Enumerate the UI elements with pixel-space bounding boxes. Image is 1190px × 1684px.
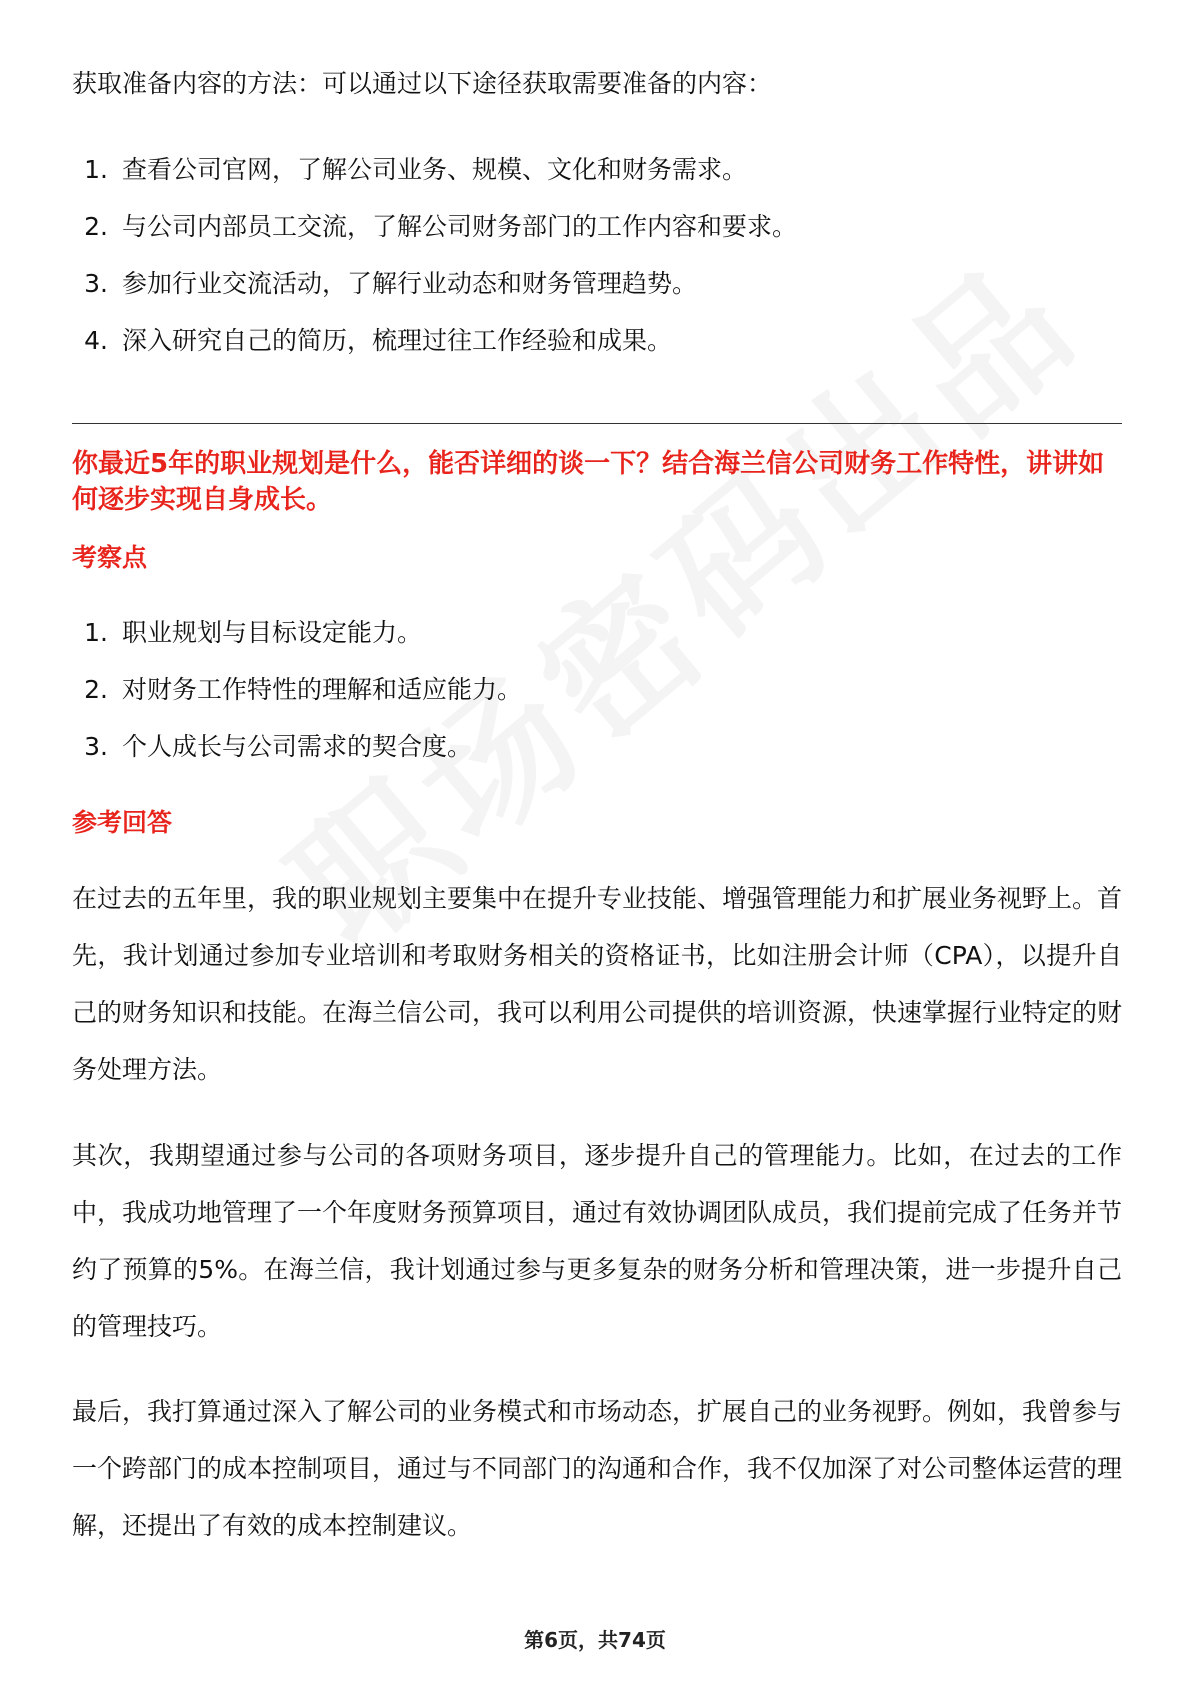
list-number: 1.: [84, 155, 108, 184]
list-item: [72, 207, 797, 264]
list-number: 3.: [84, 269, 108, 298]
list-number: 1.: [84, 618, 108, 647]
list-item: [72, 264, 797, 321]
list-text: 与公司内部员工交流，了解公司财务部门的工作内容和要求。: [122, 212, 798, 241]
list-item: [72, 727, 522, 784]
assessment-list: [72, 613, 522, 784]
list-item: [72, 150, 797, 207]
list-number: 2.: [84, 675, 108, 704]
list-text: 深入研究自己的简历，梳理过往工作经验和成果。: [122, 326, 673, 355]
list-text: 参加行业交流活动，了解行业动态和财务管理趋势。: [122, 269, 698, 298]
question-heading: 你最近5年的职业规划是什么，能否详细的谈一下？结合海兰信公司财务工作特性，讲讲如何逐步实现自身成长。: [72, 449, 1105, 515]
intro-text: 获取准备内容的方法：可以通过以下途径获取需要准备的内容：: [72, 69, 773, 98]
page-footer: 第6页，共74页: [524, 1628, 666, 1652]
list-item: [72, 613, 522, 670]
list-text: 查看公司官网，了解公司业务、规模、文化和财务需求。: [122, 155, 748, 184]
assessment-title: 考察点: [72, 543, 148, 572]
list-item: [72, 670, 522, 727]
answer-paragraph: 最后，我打算通过深入了解公司的业务模式和市场动态，扩展自己的业务视野。例如，我曾参与一个跨部门的成本控制项目，通过与不同部门的沟通和合作，我不仅加深了对公司整体运营的理解，还提出了有效的成本控制建议。: [72, 1397, 1123, 1540]
section-divider: [72, 423, 1122, 424]
list-number: 2.: [84, 212, 108, 241]
list-text: 个人成长与公司需求的契合度。: [122, 732, 473, 761]
list-number: 3.: [84, 732, 108, 761]
answer-paragraph: 在过去的五年里，我的职业规划主要集中在提升专业技能、增强管理能力和扩展业务视野上。首先，我计划通过参加专业培训和考取财务相关的资格证书，比如注册会计师（CPA），以提升自己的财务知识和技能。在海兰信公司，我可以利用公司提供的培训资源，快速掌握行业特定的财务处理方法。: [72, 884, 1123, 1084]
list-item: [72, 321, 797, 378]
answer-title: 参考回答: [72, 808, 173, 837]
answer-paragraph: 其次，我期望通过参与公司的各项财务项目，逐步提升自己的管理能力。比如，在过去的工作中，我成功地管理了一个年度财务预算项目，通过有效协调团队成员，我们提前完成了任务并节约了预算的5%。在海兰信，我计划通过参与更多复杂的财务分析和管理决策，进一步提升自己的管理技巧。: [72, 1141, 1123, 1341]
methods-list: [72, 150, 797, 378]
list-text: 职业规划与目标设定能力。: [122, 618, 423, 647]
list-number: 4.: [84, 326, 108, 355]
list-text: 对财务工作特性的理解和适应能力。: [122, 675, 523, 704]
